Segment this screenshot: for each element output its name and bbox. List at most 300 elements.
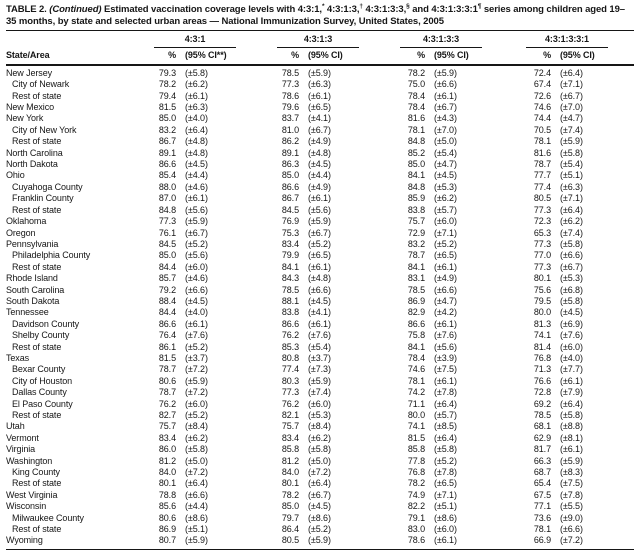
pct-cell: 75.7 bbox=[158, 421, 176, 432]
ci-cell: (±6.7) bbox=[434, 102, 457, 113]
table-row bbox=[6, 513, 634, 524]
pct-cell: 66.9 bbox=[518, 535, 551, 549]
ci-cell: (±4.0) bbox=[185, 307, 208, 318]
ci-cell: (±5.3) bbox=[308, 410, 331, 420]
table-row bbox=[6, 444, 634, 455]
pct-cell: 84.4 bbox=[158, 307, 176, 318]
ci-cell: (±4.0) bbox=[185, 113, 208, 124]
state-area-cell: Bexar County bbox=[12, 364, 66, 375]
table-title-text-1: Estimated vaccination coverage levels with 4:3:1, bbox=[101, 4, 322, 15]
ci-cell: (±6.0) bbox=[185, 398, 208, 409]
pct-cell: 66.3 bbox=[533, 455, 551, 466]
ci-cell: (±7.2) bbox=[185, 387, 208, 398]
ci-header-1: (95% CI**) bbox=[176, 48, 269, 64]
ci-cell: (±4.6) bbox=[185, 181, 208, 192]
pct-cell: 86.7 bbox=[158, 136, 176, 147]
ci-cell: (±7.7) bbox=[560, 364, 583, 375]
state-area-cell: Rest of state bbox=[12, 341, 62, 352]
ci-cell: (±4.5) bbox=[185, 295, 208, 306]
table-row bbox=[6, 364, 634, 375]
ci-cell: (±7.1) bbox=[560, 79, 583, 90]
table-title-text-3: 4:3:1:3:3, bbox=[362, 4, 407, 15]
pct-cell: 85.0 bbox=[158, 113, 176, 124]
pct-cell: 79.4 bbox=[158, 90, 176, 101]
ci-cell: (±6.0) bbox=[434, 524, 457, 535]
ci-cell: (±6.6) bbox=[185, 489, 208, 500]
pct-cell: 85.2 bbox=[407, 147, 425, 158]
ci-header-3: (95% CI) bbox=[425, 48, 518, 64]
series-group-4313: 4:3:1:3 bbox=[269, 31, 392, 49]
ci-cell: (±7.3) bbox=[308, 364, 331, 375]
ci-cell: (±5.6) bbox=[185, 250, 208, 261]
pct-header-1: % bbox=[146, 48, 176, 64]
pct-cell: 80.6 bbox=[158, 375, 176, 386]
pct-cell: 76.2 bbox=[158, 398, 176, 409]
pct-cell: 86.3 bbox=[281, 159, 299, 170]
table-row bbox=[6, 467, 634, 478]
ci-cell: (±6.6) bbox=[560, 250, 583, 261]
ci-cell: (±8.6) bbox=[434, 512, 457, 523]
footnote-marker-asterisk: * bbox=[321, 2, 325, 10]
pct-cell: 75.6 bbox=[533, 284, 551, 295]
ci-cell: (±7.2) bbox=[185, 364, 208, 375]
pct-cell: 84.8 bbox=[407, 181, 425, 192]
ci-cell: (±9.0) bbox=[560, 512, 583, 523]
pct-cell: 85.0 bbox=[158, 250, 176, 261]
pct-cell: 74.1 bbox=[533, 330, 551, 341]
state-area-cell: Dallas County bbox=[12, 387, 67, 398]
table-row bbox=[6, 79, 634, 90]
ci-cell: (±7.8) bbox=[434, 467, 457, 478]
footnote-marker-pilcrow: ¶ bbox=[477, 2, 482, 10]
table-body bbox=[6, 65, 634, 550]
ci-cell: (±4.1) bbox=[308, 113, 331, 124]
ci-cell: (±5.1) bbox=[185, 524, 208, 535]
state-area-cell: Oregon bbox=[6, 227, 36, 238]
ci-cell: (±5.7) bbox=[434, 410, 457, 420]
ci-cell: (±7.5) bbox=[560, 478, 583, 489]
pct-cell: 75.3 bbox=[281, 227, 299, 238]
state-area-cell: Oklahoma bbox=[6, 216, 47, 227]
ci-cell: (±6.0) bbox=[560, 341, 583, 352]
ci-cell: (±4.1) bbox=[308, 307, 331, 318]
pct-cell: 83.1 bbox=[407, 273, 425, 284]
ci-cell: (±4.7) bbox=[434, 295, 457, 306]
pct-cell: 73.6 bbox=[533, 512, 551, 523]
pct-cell: 77.3 bbox=[533, 261, 551, 272]
state-area-cell: Rest of state bbox=[12, 524, 62, 535]
ci-cell: (±4.4) bbox=[185, 501, 208, 512]
state-area-cell: Wisconsin bbox=[6, 501, 47, 512]
ci-cell: (±6.1) bbox=[560, 444, 583, 455]
ci-cell: (±7.6) bbox=[185, 330, 208, 341]
ci-cell: (±7.5) bbox=[434, 364, 457, 375]
pct-cell: 78.5 bbox=[407, 284, 425, 295]
pct-cell: 78.1 bbox=[407, 375, 425, 386]
ci-cell: (±5.9) bbox=[560, 455, 583, 466]
ci-cell: (±6.0) bbox=[185, 261, 208, 272]
pct-cell: 86.7 bbox=[281, 193, 299, 204]
state-area-cell: Cuyahoga County bbox=[12, 181, 83, 192]
pct-cell: 78.6 bbox=[392, 535, 425, 549]
ci-cell: (±7.1) bbox=[434, 227, 457, 238]
pct-cell: 85.8 bbox=[281, 444, 299, 455]
ci-cell: (±4.4) bbox=[308, 170, 331, 181]
ci-cell: (±5.6) bbox=[185, 204, 208, 215]
pct-cell: 80.1 bbox=[158, 478, 176, 489]
pct-cell: 85.0 bbox=[281, 501, 299, 512]
pct-cell: 78.7 bbox=[533, 159, 551, 170]
ci-cell: (±4.7) bbox=[434, 159, 457, 170]
ci-cell: (±6.7) bbox=[560, 90, 583, 101]
ci-cell: (±6.5) bbox=[308, 102, 331, 113]
ci-cell: (±5.2) bbox=[185, 410, 208, 420]
pct-cell: 83.4 bbox=[281, 432, 299, 443]
table-row bbox=[6, 125, 634, 136]
ci-cell: (±5.2) bbox=[185, 238, 208, 249]
state-area-cell: Tennessee bbox=[6, 307, 49, 318]
pct-cell: 72.6 bbox=[533, 90, 551, 101]
pct-cell: 77.3 bbox=[158, 216, 176, 227]
ci-cell: (±6.1) bbox=[308, 318, 331, 329]
ci-cell: (±5.9) bbox=[185, 216, 208, 227]
ci-cell: (±7.2) bbox=[308, 467, 331, 478]
column-header-row bbox=[6, 48, 634, 64]
pct-cell: 80.0 bbox=[533, 307, 551, 318]
table-row bbox=[6, 228, 634, 239]
ci-cell: (±5.1) bbox=[560, 170, 583, 181]
table-row bbox=[6, 250, 634, 261]
pct-cell: 80.5 bbox=[533, 193, 551, 204]
ci-cell: (±6.1) bbox=[185, 318, 208, 329]
pct-cell: 83.4 bbox=[281, 238, 299, 249]
ci-cell: (±4.0) bbox=[560, 352, 583, 363]
ci-cell: (±6.6) bbox=[434, 79, 457, 90]
pct-cell: 80.3 bbox=[281, 375, 299, 386]
ci-cell: (±8.6) bbox=[185, 512, 208, 523]
pct-cell: 83.8 bbox=[407, 204, 425, 215]
ci-cell: (±5.4) bbox=[308, 341, 331, 352]
pct-cell: 84.1 bbox=[407, 261, 425, 272]
state-area-cell: Rest of state bbox=[12, 478, 62, 489]
state-area-cell: King County bbox=[12, 467, 60, 478]
ci-cell: (±7.6) bbox=[308, 330, 331, 341]
pct-cell: 78.1 bbox=[533, 524, 551, 535]
pct-cell: 81.6 bbox=[407, 113, 425, 124]
pct-cell: 78.1 bbox=[533, 136, 551, 147]
pct-cell: 75.8 bbox=[407, 330, 425, 341]
ci-cell: (±6.5) bbox=[308, 250, 331, 261]
pct-cell: 79.1 bbox=[407, 512, 425, 523]
table-header bbox=[6, 31, 634, 65]
pct-cell: 78.7 bbox=[407, 250, 425, 261]
pct-cell: 77.1 bbox=[533, 501, 551, 512]
pct-cell: 86.6 bbox=[407, 318, 425, 329]
ci-cell: (±4.8) bbox=[308, 273, 331, 284]
pct-cell: 75.0 bbox=[407, 79, 425, 90]
ci-cell: (±5.8) bbox=[560, 295, 583, 306]
table-title-number: TABLE 2. bbox=[6, 4, 50, 15]
ci-cell: (±6.6) bbox=[560, 524, 583, 535]
state-area-cell: Rest of state bbox=[12, 204, 62, 215]
ci-cell: (±6.1) bbox=[185, 90, 208, 101]
pct-cell: 86.6 bbox=[158, 318, 176, 329]
ci-cell: (±5.8) bbox=[434, 444, 457, 455]
table-row bbox=[6, 239, 634, 250]
ci-cell: (±6.6) bbox=[185, 284, 208, 295]
ci-cell: (±6.4) bbox=[185, 478, 208, 489]
ci-cell: (±6.1) bbox=[308, 193, 331, 204]
ci-cell: (±5.5) bbox=[560, 501, 583, 512]
ci-cell: (±4.9) bbox=[308, 181, 331, 192]
state-area-cell: New Jersey bbox=[6, 67, 53, 78]
ci-cell: (±5.3) bbox=[560, 273, 583, 284]
ci-cell: (±6.2) bbox=[185, 79, 208, 90]
pct-cell: 86.6 bbox=[281, 318, 299, 329]
pct-cell: 74.9 bbox=[407, 489, 425, 500]
pct-cell: 78.5 bbox=[281, 284, 299, 295]
pct-cell: 80.0 bbox=[407, 410, 425, 420]
pct-cell: 85.3 bbox=[281, 341, 299, 352]
pct-cell: 68.1 bbox=[533, 421, 551, 432]
table-row bbox=[6, 387, 634, 398]
ci-cell: (±8.3) bbox=[560, 467, 583, 478]
pct-cell: 79.5 bbox=[533, 295, 551, 306]
ci-cell: (±5.0) bbox=[308, 455, 331, 466]
ci-cell: (±6.4) bbox=[560, 398, 583, 409]
table-row bbox=[6, 319, 634, 330]
pct-cell: 72.3 bbox=[533, 216, 551, 227]
pct-cell: 76.2 bbox=[281, 330, 299, 341]
pct-cell: 68.7 bbox=[533, 467, 551, 478]
ci-cell: (±6.2) bbox=[560, 216, 583, 227]
ci-cell: (±4.5) bbox=[434, 170, 457, 181]
table-row bbox=[6, 148, 634, 159]
pct-cell: 78.7 bbox=[158, 387, 176, 398]
ci-cell: (±5.6) bbox=[308, 204, 331, 215]
ci-cell: (±4.2) bbox=[434, 307, 457, 318]
table-row bbox=[6, 490, 634, 501]
ci-cell: (±4.8) bbox=[185, 147, 208, 158]
ci-cell: (±6.5) bbox=[434, 478, 457, 489]
pct-cell: 83.2 bbox=[158, 124, 176, 135]
ci-cell: (±6.4) bbox=[560, 204, 583, 215]
pct-cell: 67.4 bbox=[533, 79, 551, 90]
ci-cell: (±7.1) bbox=[560, 193, 583, 204]
ci-cell: (±4.3) bbox=[434, 113, 457, 124]
pct-cell: 78.1 bbox=[407, 124, 425, 135]
pct-cell: 84.0 bbox=[281, 467, 299, 478]
pct-cell: 83.7 bbox=[281, 113, 299, 124]
table-row bbox=[6, 410, 634, 421]
pct-cell: 81.5 bbox=[158, 352, 176, 363]
ci-cell: (±5.9) bbox=[299, 535, 392, 549]
ci-cell: (±6.1) bbox=[434, 318, 457, 329]
ci-cell: (±3.9) bbox=[434, 352, 457, 363]
ci-cell: (±4.5) bbox=[308, 295, 331, 306]
table-title-text-4: and 4:3:1:3:3:1 bbox=[409, 4, 478, 15]
ci-cell: (±4.5) bbox=[308, 159, 331, 170]
pct-cell: 84.3 bbox=[281, 273, 299, 284]
pct-cell: 82.1 bbox=[281, 410, 299, 420]
pct-cell: 74.1 bbox=[407, 421, 425, 432]
pct-cell: 77.4 bbox=[533, 181, 551, 192]
ci-cell: (±6.1) bbox=[434, 90, 457, 101]
ci-cell: (±6.7) bbox=[308, 489, 331, 500]
table-row bbox=[6, 296, 634, 307]
ci-cell: (±4.5) bbox=[560, 307, 583, 318]
ci-cell: (±6.2) bbox=[434, 193, 457, 204]
pct-cell: 78.2 bbox=[281, 489, 299, 500]
ci-cell: (±7.4) bbox=[560, 227, 583, 238]
ci-cell: (±5.8) bbox=[308, 444, 331, 455]
ci-cell: (±6.3) bbox=[560, 181, 583, 192]
ci-cell: (±7.2) bbox=[185, 467, 208, 478]
pct-cell: 88.0 bbox=[158, 181, 176, 192]
ci-cell: (±6.7) bbox=[308, 227, 331, 238]
ci-header-4: (95% CI) bbox=[551, 48, 634, 64]
state-area-cell: Rest of state bbox=[12, 410, 62, 420]
pct-cell: 77.3 bbox=[533, 204, 551, 215]
ci-cell: (±5.9) bbox=[308, 375, 331, 386]
ci-cell: (±5.8) bbox=[560, 147, 583, 158]
pct-cell: 83.0 bbox=[407, 524, 425, 535]
state-area-cell: Rhode Island bbox=[6, 273, 58, 284]
pct-cell: 87.0 bbox=[158, 193, 176, 204]
ci-cell: (±6.2) bbox=[185, 432, 208, 443]
pct-cell: 81.4 bbox=[533, 341, 551, 352]
ci-cell: (±7.1) bbox=[434, 489, 457, 500]
state-area-cell: Milwaukee County bbox=[12, 512, 84, 523]
ci-cell: (±4.7) bbox=[560, 113, 583, 124]
footnote-marker-section: § bbox=[406, 2, 410, 10]
state-area-cell: City of Houston bbox=[12, 375, 73, 386]
pct-cell: 72.4 bbox=[533, 67, 551, 78]
ci-cell: (±6.4) bbox=[560, 67, 583, 78]
table-row bbox=[6, 535, 634, 549]
pct-cell: 86.2 bbox=[281, 136, 299, 147]
ci-cell: (±8.6) bbox=[308, 512, 331, 523]
ci-cell: (±5.0) bbox=[434, 136, 457, 147]
pct-cell: 72.9 bbox=[407, 227, 425, 238]
pct-cell: 76.9 bbox=[281, 216, 299, 227]
state-area-cell: South Dakota bbox=[6, 295, 60, 306]
pct-cell: 67.5 bbox=[533, 489, 551, 500]
series-group-431331: 4:3:1:3:3:1 bbox=[518, 31, 634, 49]
ci-cell: (±6.1) bbox=[434, 261, 457, 272]
table-row bbox=[6, 524, 634, 535]
pct-cell: 85.9 bbox=[407, 193, 425, 204]
ci-cell: (±4.8) bbox=[308, 147, 331, 158]
pct-cell: 84.5 bbox=[281, 204, 299, 215]
ci-cell: (±8.4) bbox=[185, 421, 208, 432]
pct-cell: 74.4 bbox=[533, 113, 551, 124]
pct-cell: 77.3 bbox=[281, 79, 299, 90]
ci-cell: (±6.1) bbox=[308, 90, 331, 101]
table-row bbox=[6, 501, 634, 512]
ci-cell: (±3.7) bbox=[308, 352, 331, 363]
ci-cell: (±6.3) bbox=[185, 102, 208, 113]
table-row bbox=[6, 273, 634, 284]
state-area-cell: Vermont bbox=[6, 432, 39, 443]
ci-cell: (±6.9) bbox=[560, 318, 583, 329]
state-area-cell: New Mexico bbox=[6, 102, 55, 113]
table-row bbox=[6, 342, 634, 353]
ci-cell: (±6.8) bbox=[560, 284, 583, 295]
table-row bbox=[6, 353, 634, 364]
pct-cell: 85.8 bbox=[407, 444, 425, 455]
pct-cell: 86.4 bbox=[281, 524, 299, 535]
pct-cell: 78.5 bbox=[281, 67, 299, 78]
pct-cell: 81.7 bbox=[533, 444, 551, 455]
pct-cell: 76.6 bbox=[533, 375, 551, 386]
pct-cell: 62.9 bbox=[533, 432, 551, 443]
ci-cell: (±6.6) bbox=[434, 284, 457, 295]
ci-cell: (±6.4) bbox=[185, 124, 208, 135]
pct-cell: 86.1 bbox=[158, 341, 176, 352]
table-row bbox=[6, 193, 634, 204]
pct-cell: 71.1 bbox=[407, 398, 425, 409]
state-area-cell: Ohio bbox=[6, 170, 25, 181]
pct-cell: 83.2 bbox=[407, 238, 425, 249]
ci-cell: (±6.0) bbox=[434, 216, 457, 227]
pct-cell: 88.4 bbox=[158, 295, 176, 306]
ci-cell: (±6.4) bbox=[434, 398, 457, 409]
pct-cell: 78.4 bbox=[407, 352, 425, 363]
ci-cell: (±5.2) bbox=[308, 524, 331, 535]
ci-cell: (±5.9) bbox=[176, 535, 269, 549]
table-title-text-5: series among children aged 19–35 months, by state and selected urban areas — National Immunization Survey, United States, 2005 bbox=[6, 4, 625, 27]
ci-cell: (±5.2) bbox=[434, 455, 457, 466]
ci-cell: (±4.8) bbox=[185, 136, 208, 147]
state-area-cell: Pennsylvania bbox=[6, 238, 59, 249]
ci-cell: (±7.4) bbox=[560, 124, 583, 135]
table-row bbox=[6, 65, 634, 79]
pct-cell: 77.3 bbox=[281, 387, 299, 398]
table-title-text-2: 4:3:1:3, bbox=[324, 4, 360, 15]
ci-cell: (±5.8) bbox=[185, 444, 208, 455]
pct-cell: 81.2 bbox=[281, 455, 299, 466]
table-row bbox=[6, 330, 634, 341]
ci-cell: (±5.3) bbox=[434, 181, 457, 192]
ci-cell: (±7.0) bbox=[434, 124, 457, 135]
state-area-cell: Wyoming bbox=[6, 535, 146, 549]
pct-cell: 71.3 bbox=[533, 364, 551, 375]
pct-cell: 76.2 bbox=[281, 398, 299, 409]
state-area-cell: South Carolina bbox=[6, 284, 65, 295]
table-row bbox=[6, 182, 634, 193]
ci-cell: (±5.1) bbox=[434, 501, 457, 512]
ci-cell: (±4.5) bbox=[308, 501, 331, 512]
state-area-cell: Franklin County bbox=[12, 193, 74, 204]
ci-header-2: (95% CI) bbox=[299, 48, 392, 64]
pct-cell: 80.8 bbox=[281, 352, 299, 363]
pct-cell: 72.8 bbox=[533, 387, 551, 398]
ci-cell: (±8.1) bbox=[560, 432, 583, 443]
ci-cell: (±6.4) bbox=[308, 478, 331, 489]
pct-header-2: % bbox=[269, 48, 299, 64]
ci-cell: (±5.9) bbox=[308, 67, 331, 78]
pct-cell: 81.5 bbox=[158, 102, 176, 113]
pct-cell: 78.7 bbox=[158, 364, 176, 375]
pct-header-3: % bbox=[392, 48, 425, 64]
table-row bbox=[6, 307, 634, 318]
pct-cell: 80.6 bbox=[158, 512, 176, 523]
table-row bbox=[6, 433, 634, 444]
footnote-marker-dagger: † bbox=[359, 2, 363, 10]
state-area-cell: Utah bbox=[6, 421, 25, 432]
series-group-431: 4:3:1 bbox=[146, 31, 269, 49]
